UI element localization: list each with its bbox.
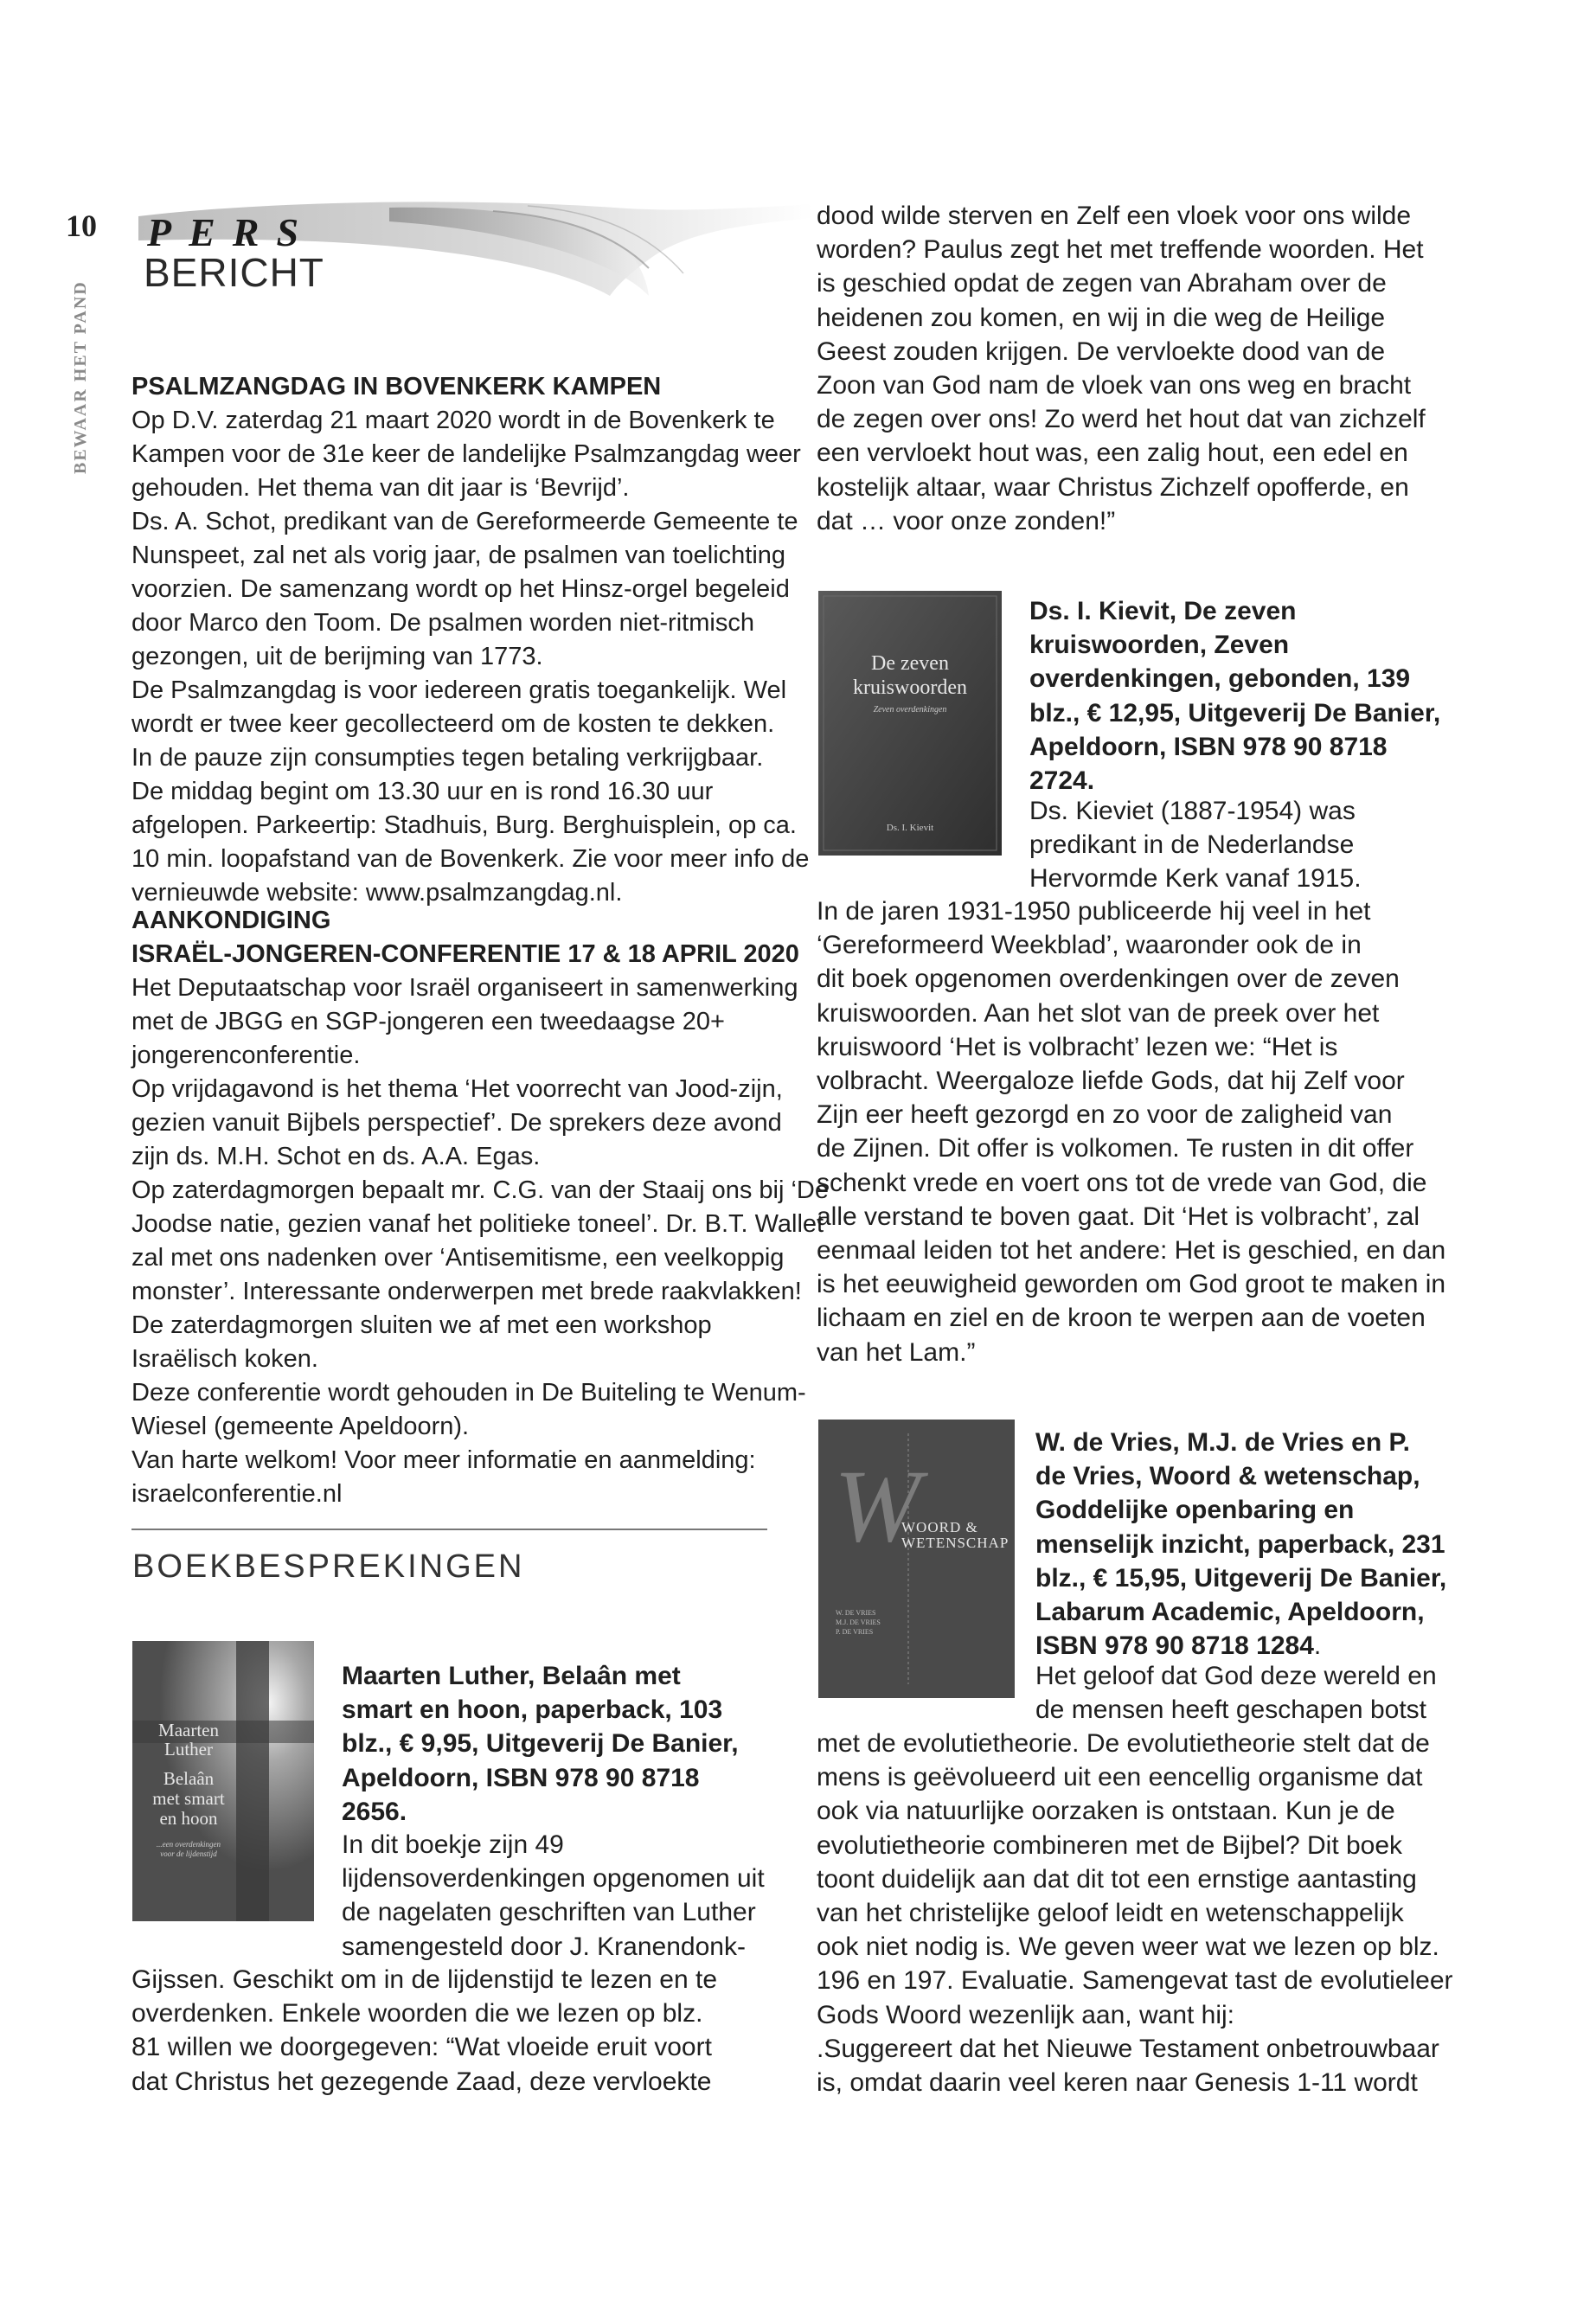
cover-title: WOORD & WETENSCHAP [901,1519,1010,1551]
text-line: Wiesel (gemeente Apeldoorn). [131,1413,470,1440]
text-line: blz., € 12,95, Uitgeverij De Banier, [1029,698,1441,727]
text-line: 2724. [1029,766,1095,796]
text-line: smart en hoon, paperback, 103 [342,1695,723,1725]
text-line: predikant in de Nederlandse [1029,830,1355,860]
text-line: De middag begint om 13.30 uur en is rond 16.30 uur [131,778,714,805]
text-line: volbracht. Weergaloze liefde Gods, dat hij Zelf voor [817,1067,1405,1096]
book-cover-luther [132,1641,314,1921]
review-vries-heading [1035,1426,1446,1663]
text-line: kruiswoorden, Zeven [1029,631,1290,660]
text-line: Van harte welkom! Voor meer informatie en aanmelding: [131,1446,756,1474]
text-line: dat … voor onze zonden!” [817,506,1116,535]
text-line: Apeldoorn, ISBN 978 90 8718 [1029,732,1388,761]
section-divider [131,1529,767,1530]
review-luther-body-continued [131,1963,717,2099]
text-line: Deze conferentie wordt gehouden in De Buiteling te Wenum- [131,1379,806,1407]
text-line: overdenken. Enkele woorden die we lezen op blz. [131,1999,703,2029]
text-line: Joodse natie, gezien vanaf het politieke toneel’. Dr. B.T. Wallet [131,1210,824,1238]
text-line: Gijssen. Geschikt om in de lijdenstijd te lezen en te [131,1965,718,1994]
text-line: schenkt vrede en voert ons tot de vrede van God, die [817,1168,1427,1197]
text-line: vernieuwde website: www.psalmzangdag.nl. [131,879,623,907]
text-line: Ds. A. Schot, predikant van de Gereformeerde Gemeente te [131,508,798,535]
text-line: dood wilde sterven en Zelf een vloek voor ons wilde [817,202,1412,230]
text-line: In de pauze zijn consumpties tegen betaling verkrijgbaar. [131,744,764,772]
text-line: 10 min. loopafstand van de Bovenkerk. Zie voor meer info de [131,845,810,873]
text-line: Nunspeet, zal net als vorig jaar, de psalmen van toelichting [131,542,786,569]
text-line: W. de Vries, M.J. de Vries en P. [1035,1428,1410,1457]
cover-texture-graphic [818,591,1002,856]
text-line: Labarum Academic, Apeldoorn, [1035,1598,1425,1627]
text-line: In dit boekje zijn 49 [342,1830,564,1859]
text-line: een vervloekt hout was, een zalig hout, een edel en [817,439,1408,468]
text-line: lichaam en ziel en de kroon te werpen aan de voeten [817,1304,1426,1333]
text-line: zijn ds. M.H. Schot en ds. A.A. Egas. [131,1143,541,1170]
text-line: wordt er twee keer gecollecteerd om de kosten te dekken. [131,710,775,738]
review-vries-body-continued [817,1727,1453,2099]
text-line: Gods Woord wezenlijk aan, want hij: [817,2000,1235,2029]
cover-title: Belaân met smart en hoon [152,1768,225,1829]
text-line: ‘Gereformeerd Weekblad’, waaronder ook de in [817,931,1362,960]
text-line: heidenen zou komen, en wij in die weg de Heilige [817,303,1386,332]
text-line: ook niet nodig is. We geven weer wat we lezen op blz. [817,1932,1439,1962]
text-line: kruiswoord ‘Het is volbracht’ lezen we: “Het is [817,1032,1338,1061]
article-body [131,971,829,1511]
text-line: eenmaal leiden tot het andere: Het is geschied, en dan [817,1236,1446,1266]
review-vries-body [1035,1659,1437,1727]
article-israel-conference [131,904,829,1511]
text-line: de Vries, Woord & wetenschap, [1035,1462,1420,1491]
text-line: In de jaren 1931-1950 publiceerde hij veel in het [817,897,1371,926]
text-line: Op zaterdagmorgen bepaalt mr. C.G. van der Staaij ons bij ‘De [131,1176,829,1204]
text-line: gezongen, uit de berijming van 1773. [131,643,543,670]
cover-subtitle: ...een overdenkingen voor de lijdenstijd [156,1840,221,1858]
text-line: samengesteld door J. Kranendonk- [342,1932,746,1961]
text-line: 81 willen we doorgegeven: “Wat vloeide eruit voort [131,2033,712,2062]
cover-subtitle: Zeven overdenkingen [873,705,947,715]
text-line: gehouden. Het thema van dit jaar is ‘Bevrijd’. [131,474,630,502]
text-line: alle verstand te boven gaat. Dit ‘Het is volbracht’, zal [817,1202,1420,1231]
text-line: dit boek opgenomen overdenkingen over de zeven [817,965,1400,994]
text-line: is het eeuwigheid geworden om God groot te maken in [817,1270,1446,1299]
text-line: toont duidelijk aan dat dit tot een ernstige aantasting [817,1864,1417,1894]
page-number: 10 [66,208,97,243]
text-line: De zaterdagmorgen sluiten we af met een workshop [131,1311,712,1339]
review-kievit-body [1029,794,1362,896]
text-line: Zijn eer heeft gezorgd en zo voor de zaligheid van [817,1100,1393,1130]
text-line: gezien vanuit Bijbels perspectief’. De sprekers deze avond [131,1109,782,1137]
heading-end-period: . [1313,1631,1322,1661]
cover-author: Ds. I. Kievit [886,823,934,833]
book-cover-woord-wetenschap [818,1420,1015,1698]
cover-authors: W. DE VRIES M.J. DE VRIES P. DE VRIES [836,1609,881,1636]
header-banner [130,199,813,298]
text-line: zal met ons nadenken over ‘Antisemitisme, een veelkoppig [131,1244,785,1272]
review-luther-heading [342,1659,739,1829]
text-line: de mensen heeft geschapen botst [1035,1695,1426,1725]
text-line: met de JBGG en SGP-jongeren een tweedaagse 20+ [131,1008,725,1035]
text-line: de nagelaten geschriften van Luther [342,1898,756,1927]
text-line: Maarten Luther, Belaân met [342,1662,681,1690]
text-line: Hervormde Kerk vanaf 1915. [1029,864,1362,894]
text-line: ISBN 978 90 8718 1284. [1035,1631,1322,1661]
text-line: menselijk inzicht, paperback, 231 [1035,1529,1445,1559]
text-line: Zoon van God nam de vloek van ons weg en bracht [817,371,1412,401]
text-line: 2656. [342,1797,407,1826]
review-kievit-heading [1029,594,1440,798]
text-line: blz., € 9,95, Uitgeverij De Banier, [342,1729,739,1759]
text-line: van het christelijke geloof leidt en wetenschappelijk [817,1899,1404,1928]
cover-author: Maarten Luther [158,1720,219,1759]
text-line: de zegen over ons! Zo werd het hout dat van zichzelf [817,405,1426,434]
text-line: monster’. Interessante onderwerpen met brede raakvlakken! [131,1278,802,1305]
text-line: is, omdat daarin veel keren naar Genesis 1-11 wordt [817,2068,1418,2098]
text-line: ook via natuurlijke oorzaken is ontstaan. Kun je de [817,1797,1395,1826]
text-line: Geest zouden krijgen. De vervloekte dood van de [817,336,1386,366]
header-title-bericht: BERICHT [144,250,324,295]
text-line: Op vrijdagavond is het thema ‘Het voorrecht van Jood-zijn, [131,1075,783,1103]
text-line: is geschied opdat de zegen van Abraham over de [817,269,1387,298]
text-line: overdenkingen, gebonden, 139 [1029,664,1411,694]
text-line: lijdensoverdenkingen opgenomen uit [342,1864,765,1894]
text-line: evolutietheorie combineren met de Bijbel? Dit boek [817,1830,1403,1860]
article-psalmzangdag [131,370,810,910]
text-line: jongerenconferentie. [131,1042,361,1069]
header-title-pers: PERS [147,210,317,254]
review-luther-continuation [817,199,1426,538]
text-line: De Psalmzangdag is voor iedereen gratis toegankelijk. Wel [131,676,787,704]
text-line: kruiswoorden. Aan het slot van de preek over het [817,998,1380,1028]
review-kievit-body-continued [817,894,1445,1369]
text-line: voorzien. De samenzang wordt op het Hinsz-orgel begeleid [131,575,790,603]
text-line: van het Lam.” [817,1337,976,1367]
text-line: 196 en 197. Evaluatie. Samengevat tast de evolutieleer [817,1966,1453,1996]
text-line: Op D.V. zaterdag 21 maart 2020 wordt in de Bovenkerk te [131,407,775,434]
text-line: mens is geëvolueerd uit een eencellig organisme dat [817,1763,1423,1792]
text-line: de Zijnen. Dit offer is volkomen. Te rusten in dit offer [817,1134,1414,1163]
article-body [131,404,810,910]
text-line: dat Christus het gezegende Zaad, deze vervloekte [131,2067,712,2096]
article-kicker: AANKONDIGING [131,907,331,934]
book-cover-kievit [818,591,1002,856]
text-line: Het Deputaatschap voor Israël organiseert in samenwerking [131,974,798,1002]
text-line: kostelijk altaar, waar Christus Zichzelf opofferde, en [817,472,1409,502]
text-line: worden? Paulus zegt het met treffende woorden. Het [817,235,1424,265]
text-line: met de evolutietheorie. De evolutietheorie stelt dat de [817,1729,1430,1758]
side-label: BEWAAR HET PAND [71,280,90,474]
text-line: .Suggereert dat het Nieuwe Testament onbetrouwbaar [817,2034,1439,2063]
text-line: Het geloof dat God deze wereld en [1035,1662,1437,1690]
text-line: Ds. I. Kievit, De zeven [1029,597,1297,625]
cover-title: De zeven kruiswoorden [853,652,967,699]
text-line: Israëlisch koken. [131,1345,318,1373]
section-title: BOEKBESPREKINGEN [132,1548,525,1585]
review-luther-body [342,1828,765,1964]
text-line: israelconferentie.nl [131,1480,343,1508]
text-line: Apeldoorn, ISBN 978 90 8718 [342,1763,700,1792]
text-line: afgelopen. Parkeertip: Stadhuis, Burg. Berghuisplein, op ca. [131,811,797,839]
cover-monogram: W [834,1448,920,1563]
text-line: door Marco den Toom. De psalmen worden niet-ritmisch [131,609,754,637]
text-line: Goddelijke openbaring en [1035,1496,1355,1525]
article-title: ISRAËL-JONGEREN-CONFERENTIE 17 & 18 APRIL 2020 [131,940,799,968]
text-line: Kampen voor de 31e keer de landelijke Psalmzangdag weer [131,440,801,468]
text-line: blz., € 15,95, Uitgeverij De Banier, [1035,1563,1447,1593]
text-line: Ds. Kieviet (1887-1954) was [1029,797,1356,825]
article-title: PSALMZANGDAG IN BOVENKERK KAMPEN [131,373,662,401]
